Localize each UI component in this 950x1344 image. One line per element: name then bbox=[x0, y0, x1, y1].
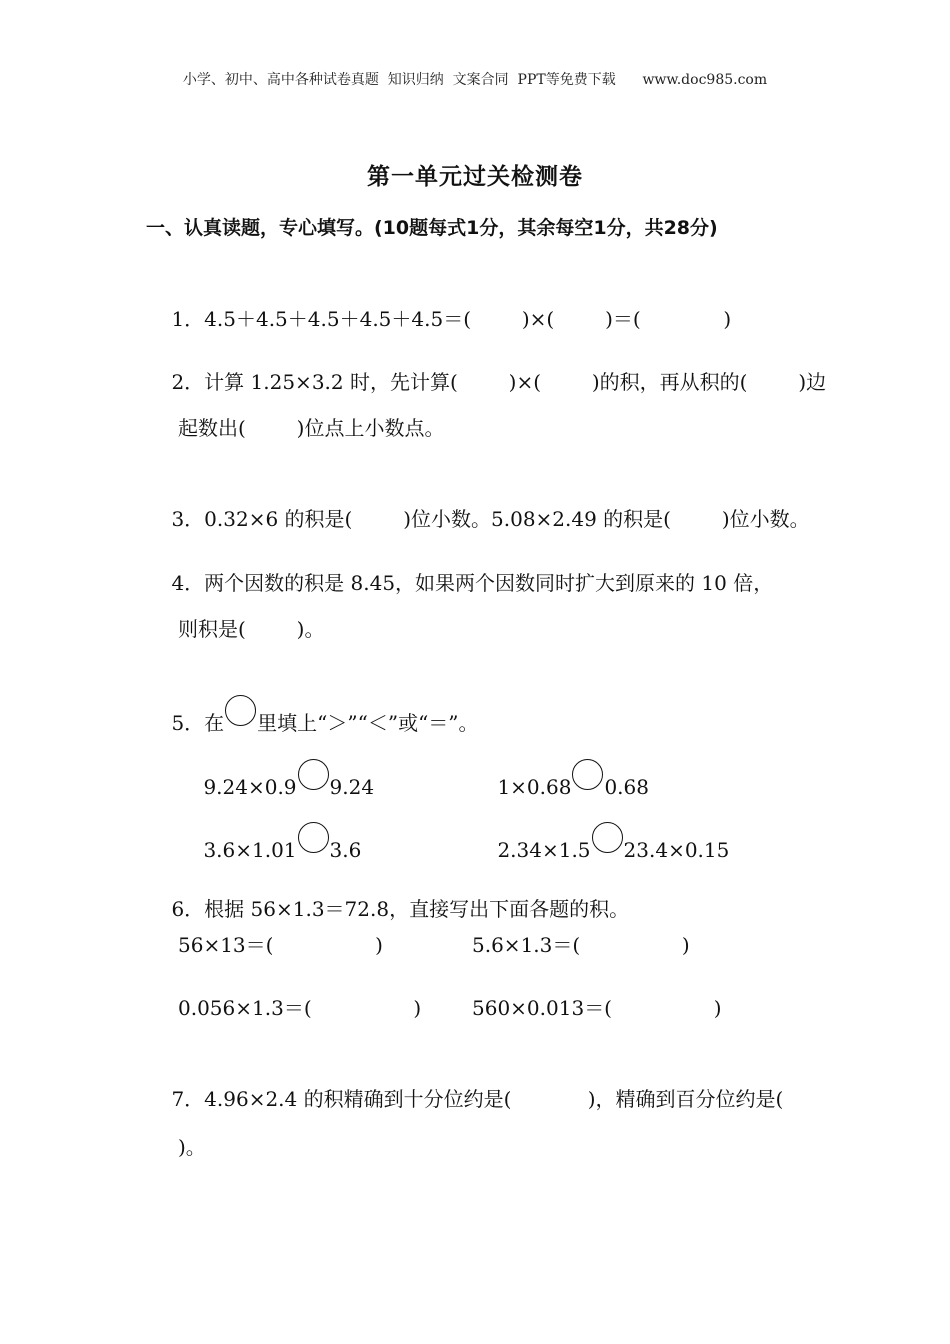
answer-circle-icon[interactable] bbox=[572, 759, 603, 790]
section-heading: 一、认真读题，专心填写。(10题每式1分，其余每空1分，共28分) bbox=[146, 217, 718, 239]
comparison-left: 3.6×1.01 bbox=[203, 838, 297, 862]
comparison-left: 2.34×1.5 bbox=[497, 838, 591, 862]
question-7 bbox=[146, 1057, 783, 1141]
question-suffix: 里填上“＞”“＜”或“＝”。 bbox=[257, 711, 479, 735]
question-4 bbox=[146, 541, 773, 625]
comparison-left: 1×0.68 bbox=[497, 775, 572, 799]
product-item: 56×13＝( ) bbox=[178, 933, 383, 957]
question-number: 1． bbox=[171, 307, 205, 331]
comparison-right: 0.68 bbox=[604, 775, 649, 799]
product-item: 560×0.013＝( ) bbox=[472, 996, 722, 1020]
answer-circle-icon[interactable] bbox=[298, 759, 329, 790]
product-item: 5.6×1.3＝( ) bbox=[472, 933, 690, 957]
answer-circle-icon[interactable] bbox=[298, 822, 329, 853]
page-title: 第一单元过关检测卷 bbox=[367, 164, 583, 190]
question-text: 根据 56×1.3＝72.8，直接写出下面各题的积。 bbox=[204, 897, 630, 921]
comparison-right: 9.24 bbox=[329, 775, 375, 799]
question-7-continuation: )。 bbox=[178, 1135, 206, 1159]
question-number: 2． bbox=[171, 370, 205, 394]
comparison-right: 3.6 bbox=[329, 838, 362, 862]
question-text: 4.96×2.4 的积精确到十分位约是( )，精确到百分位约是( bbox=[204, 1087, 784, 1111]
question-text: 两个因数的积是 8.45，如果两个因数同时扩大到原来的 10 倍， bbox=[204, 571, 774, 595]
question-2-continuation: 起数出( )位点上小数点。 bbox=[178, 416, 445, 440]
question-text: 计算 1.25×3.2 时，先计算( )×( )的积，再从积的( )边 bbox=[204, 370, 827, 394]
product-item: 0.056×1.3＝( ) bbox=[178, 996, 422, 1020]
comparison-circle-icon bbox=[225, 695, 256, 726]
question-number: 6． bbox=[171, 897, 205, 921]
question-4-continuation: 则积是( )。 bbox=[178, 617, 325, 641]
comparison-right: 23.4×0.15 bbox=[623, 838, 730, 862]
question-prefix: 在 bbox=[204, 711, 225, 735]
answer-circle-icon[interactable] bbox=[592, 822, 623, 853]
question-number: 3． bbox=[171, 507, 205, 531]
comparison-left: 9.24×0.9 bbox=[203, 775, 297, 799]
page-header: 小学、初中、高中各种试卷真题 知识归纳 文案合同 PPT等免费下载 www.doc985.com bbox=[182, 72, 768, 88]
question-number: 5． bbox=[171, 711, 205, 735]
question-2 bbox=[146, 340, 826, 424]
question-number: 7． bbox=[171, 1087, 205, 1111]
question-text: 4.5＋4.5＋4.5＋4.5＋4.5＝( )×( )＝( ) bbox=[204, 307, 732, 331]
question-number: 4． bbox=[171, 571, 205, 595]
question-text: 0.32×6 的积是( )位小数。5.08×2.49 的积是( )位小数。 bbox=[204, 507, 810, 531]
